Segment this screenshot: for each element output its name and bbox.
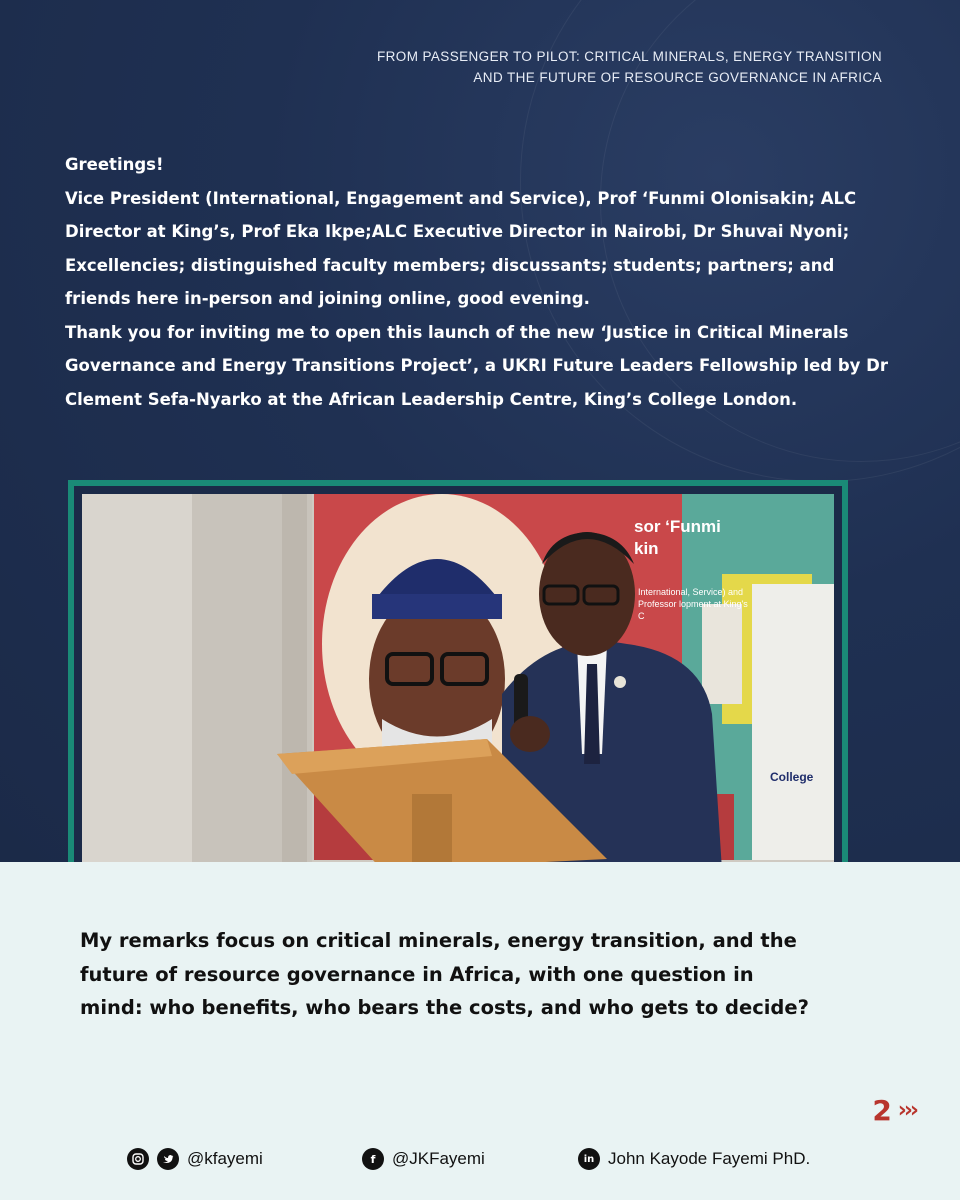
social-instagram-twitter[interactable] (127, 1148, 263, 1170)
page-number: 2 (872, 1094, 892, 1127)
instagram-icon (127, 1148, 149, 1170)
facebook-icon: f (362, 1148, 384, 1170)
social-handle-jkfayemi: @JKFayemi (392, 1149, 485, 1168)
next-arrows-icon[interactable]: ››› (897, 1098, 916, 1123)
twitter-icon (157, 1148, 179, 1170)
speaker-photo (82, 494, 834, 862)
screen-text-role: International, Service) and Professor lopment at King's C (638, 587, 748, 621)
screen-text-name-2: kin (634, 539, 659, 558)
social-facebook[interactable] (362, 1148, 485, 1170)
bottom-section (0, 862, 960, 1200)
linkedin-icon: in (578, 1148, 600, 1170)
photo-frame (68, 480, 848, 862)
screen-text-name: sor ‘Funmi (634, 517, 721, 536)
header-title (262, 46, 882, 88)
greeting-paragraph-1: Vice President (International, Engagement and Service), Prof ‘Funmi Olonisakin; ALC Director at King’s, Prof Eka Ikpe;ALC Executive Director in Nairobi, Dr Shuvai Nyoni; Excellencies; distinguished faculty members; discussants; students; partners; and friends here in-person and joining online, good evening. (65, 188, 857, 308)
header-title-line-2: AND THE FUTURE OF RESOURCE GOVERNANCE IN AFRICA (473, 70, 882, 85)
greeting-salutation: Greetings! (65, 155, 164, 174)
greeting-text (65, 148, 895, 416)
social-handle-kfayemi: @kfayemi (187, 1149, 263, 1168)
speaker-photo-illustration (82, 494, 834, 862)
page-indicator (872, 1094, 916, 1127)
header-title-line-1: FROM PASSENGER TO PILOT: CRITICAL MINERALS, ENERGY TRANSITION (377, 49, 882, 64)
social-linkedin[interactable] (578, 1148, 810, 1170)
greeting-paragraph-2: Thank you for inviting me to open this launch of the new ‘Justice in Critical Minerals Governance and Energy Transitions Project’, a UKRI Future Leaders Fellowship led by Dr Clement Sefa-Nyarko at the African Leadership Centre, King’s College London. (65, 322, 888, 409)
screen-text-bottom: College (770, 770, 814, 784)
quote-text: My remarks focus on critical minerals, energy transition, and the future of resource governance in Africa, with one question in mind: who benefits, who bears the costs, and who gets to decide? (80, 929, 809, 1019)
social-handle-linkedin: John Kayode Fayemi PhD. (608, 1149, 811, 1168)
